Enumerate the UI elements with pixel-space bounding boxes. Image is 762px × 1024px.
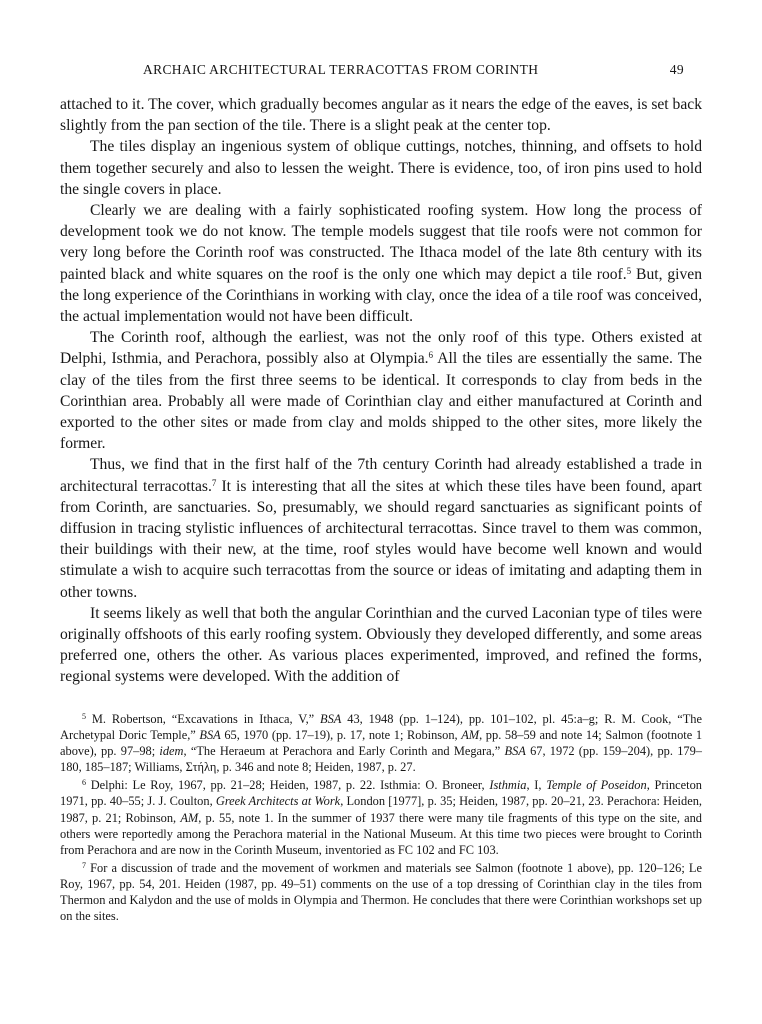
page [60,62,702,688]
footnote-text: 43, 1948 (pp. 1–124), pp. 101–102, pl. 45:a–g; R. M. Cook, “The Archetypal Doric Temple,” [60,712,702,743]
footnote-ref-5[interactable]: 5 [626,265,632,276]
footnote-6 [60,777,702,857]
paragraph-1: attached to it. The cover, which gradually becomes angular as it nears the edge of the eaves, is set back slightly from the pan section of the tile. There is a slight peak at the center top. [60,96,702,135]
footnote-number: 5 [82,712,86,721]
footnote-text: , Princeton 1971, pp. 40–55; J. J. Coulton, [60,778,702,809]
footnote-text: 67, 1972 (pp. 159–204), pp. 179–180, 185–187; Williams, Στήλη, p. 346 and note 8; Heiden, 1987, p. 27. [60,744,702,775]
page-number: 49 [669,62,684,77]
paragraph-4-text-a: The Corinth roof, although the earliest, was not the only roof of this type. Others existed at Delphi, Isthmia, and Perachora, possibly also at Olympia. [60,329,702,368]
footnote-text: , pp. 58–59 and note 14; Salmon (footnote 1 above), pp. 97–98; [60,728,703,759]
paragraph-5 [60,454,702,602]
footnote-7 [60,860,702,924]
footnote-italic: AM [180,810,199,825]
footnote-italic: BSA [504,744,526,759]
footnote-italic: Temple of Poseidon [546,778,647,793]
footnote-text: M. Robertson, “Excavations in Ithaca, V,” [86,712,321,726]
paragraph-6: It seems likely as well that both the angular Corinthian and the curved Laconian type of tiles were originally offshoots of this early roofing system. Obviously they developed differently, and some areas preferred one, others the other. As various places experimented, improved, and refined the forms, regional systems were developed. With the addition of [60,604,702,686]
paragraph-3 [60,200,702,327]
running-title: ARCHAIC ARCHITECTURAL TERRACOTTAS FROM CORINTH [143,62,539,77]
footnote-ref-7[interactable]: 7 [211,477,217,488]
footnote-italic: idem [159,744,184,759]
footnote-italic: AM [461,728,480,743]
footnote-5 [60,711,702,775]
footnote-text: , London [1977], p. 35; Heiden, 1987, pp. 20–21, 23. Perachora: Heiden, 1987, p. 21; Robinson, [60,794,702,825]
footnote-text: , “The Heraeum at Perachora and Early Corinth and Megara,” [183,744,505,759]
paragraph-2: The tiles display an ingenious system of oblique cuttings, notches, thinning, and offsets to hold them together securely and also to lessen the weight. There is evidence, too, of iron pins used to hold the single covers in place. [60,138,702,198]
footnote-number: 7 [82,860,86,870]
footnote-text: 65, 1970 (pp. 17–19), p. 17, note 1; Robinson, [220,728,462,743]
paragraph-4-text-b: All the tiles are essentially the same. The clay of the tiles from the first three seems to be identical. It corresponds to clay from beds in the Corinthian area. Probably all were made of Corinthian clay and either manufactured at Corinth and exported to the other sites or made from clay and molds shipped to the other sites, more likely the former. [60,350,702,453]
footnote-text: For a discussion of trade and the movement of workmen and materials see Salmon (footnote 1 above), pp. 120–126; Le Roy, 1967, pp. 54, 201. Heiden (1987, pp. 49–51) comments on the use of a top dressing of Corinthian clay in the tiles from Thermon and Kalydon and the use of molds in Olympia and Thermon. He concludes that there were Corinthian workshops set up on the sites. [60,860,702,924]
paragraph-3-text-a: Clearly we are dealing with a fairly sophisticated roofing system. How long the process of development took we do not know. The temple models suggest that tile roofs were not common for very long before the Corinth roof was constructed. The Ithaca model of the late 8th century with its painted black and white squares on the roof is the only one which may depict a tile roof. [60,202,702,283]
paragraph-3-text-b: But, given the long experience of the Corinthians in working with clay, once the idea of a tile roof was conceived, the actual implementation would not have been difficult. [60,265,702,326]
paragraph-5-text-b: It is interesting that all the sites at which these tiles have been found, apart from Corinth, are sanctuaries. So, presumably, we should regard sanctuaries as significant points of diffusion in tracing stylistic influences of architectural terracottas. Since travel to them was common, their buildings with their new, at the time, roof styles would have become well known and would stimulate a wish to acquire such terracottas from the source or ideas of imitating and adapting them in other towns. [60,477,702,601]
footnotes [60,711,702,926]
body-text [60,94,702,688]
footnote-text: Delphi: Le Roy, 1967, pp. 21–28; Heiden, 1987, p. 22. Isthmia: O. Broneer, [86,778,490,793]
footnote-text: , p. 55, note 1. In the summer of 1937 there were many tile fragments of this type on the site, and others were reportedly among the Perachora material in the National Museum. At this time two pieces were brought to Corinth from Perachora and are now in the Corinth Museum, inventoried as FC 102 and FC 103. [60,810,702,857]
footnote-italic: Greek Architects at Work [215,794,341,809]
running-header [60,62,702,88]
footnote-text: , I, [526,778,547,793]
footnote-number: 6 [82,778,86,788]
footnote-ref-6[interactable]: 6 [428,350,434,361]
footnote-italic: Isthmia [489,778,527,793]
paragraph-4 [60,327,702,454]
paragraph-5-text-a: Thus, we find that in the first half of the 7th century Corinth had already established a trade in architectural terracottas. [60,456,702,495]
footnote-italic: BSA [199,728,221,743]
footnote-italic: BSA [320,712,342,726]
